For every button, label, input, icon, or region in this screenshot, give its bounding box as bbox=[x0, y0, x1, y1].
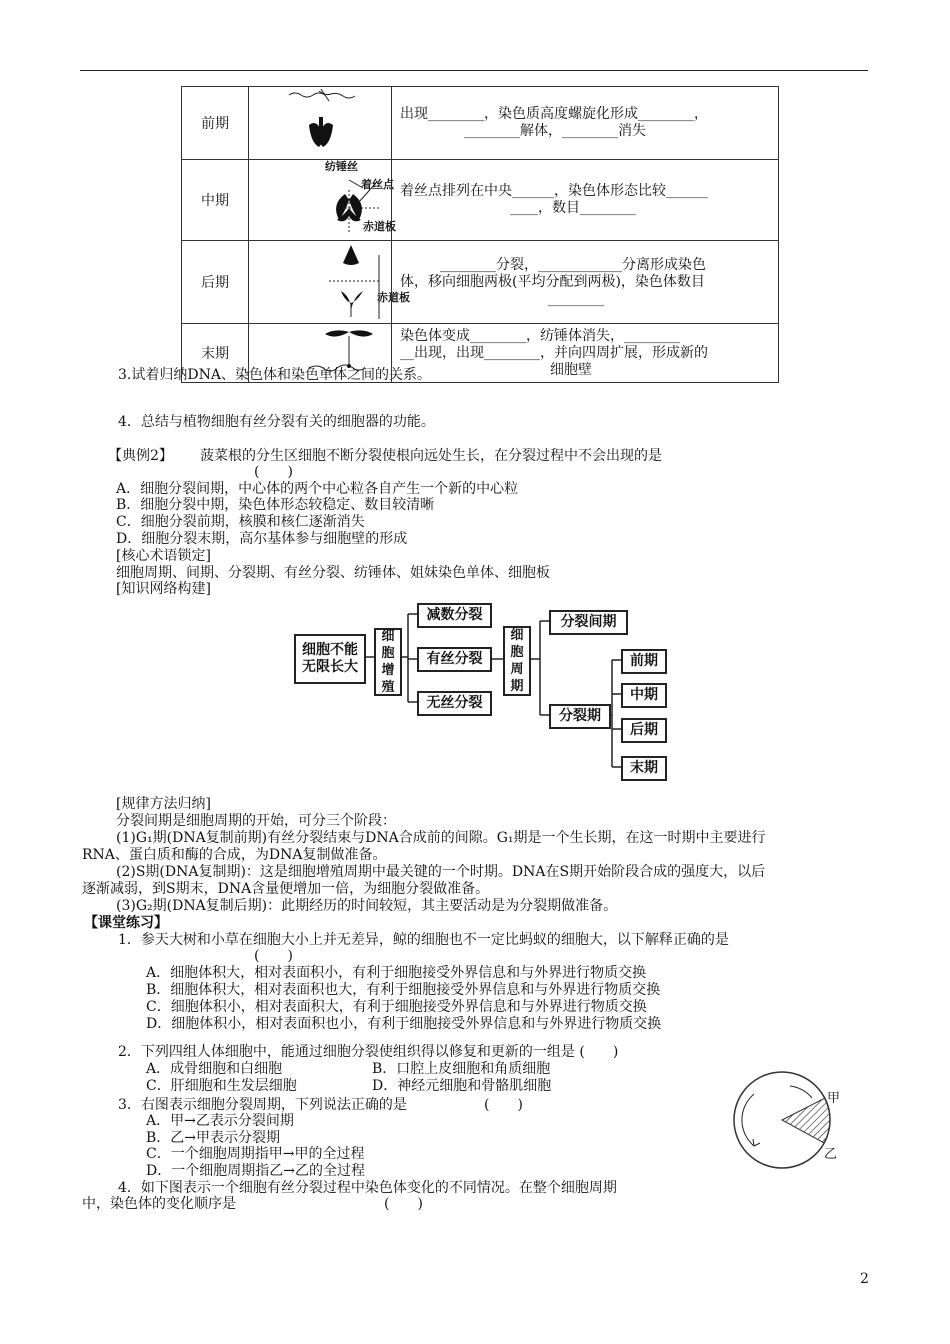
practice-q2-option: B．口腔上皮细胞和角质细胞 bbox=[372, 1061, 551, 1077]
node-stage: 前期 bbox=[621, 649, 667, 674]
practice-q2-option: A．成骨细胞和白细胞 bbox=[146, 1061, 283, 1077]
desc-line: ________分裂，____________分离形成染色 bbox=[440, 256, 706, 273]
fig-label-spindle: 纺锤丝 bbox=[325, 160, 358, 173]
practice-q1-option: B．细胞体积大，相对表面积也大，有利于细胞接受外界信息和与外界进行物质交换 bbox=[146, 982, 661, 998]
node-interphase: 分裂间期 bbox=[549, 610, 628, 635]
phase-name: 前期 bbox=[182, 87, 249, 160]
practice-q4-line1: 4．如下图表示一个细胞有丝分裂过程中染色体变化的不同情况。在整个细胞周期 bbox=[118, 1180, 617, 1196]
phase-name: 末期 bbox=[182, 324, 249, 383]
practice-q2-option: C．肝细胞和生发层细胞 bbox=[146, 1078, 297, 1094]
practice-q1-paren: ( ) bbox=[254, 948, 293, 964]
practice-q4-paren: ( ) bbox=[384, 1196, 423, 1212]
node-amitosis: 无丝分裂 bbox=[417, 691, 492, 716]
desc-line: 细胞壁 bbox=[550, 361, 592, 378]
example2-option: C．细胞分裂前期，核膜和核仁逐渐消失 bbox=[116, 514, 365, 530]
practice-q3-stem: 3．右图表示细胞分裂周期，下列说法正确的是 bbox=[118, 1097, 407, 1113]
practice-q4-line2: 中，染色体的变化顺序是 bbox=[82, 1196, 236, 1212]
practice-q1-option: A．细胞体积大，相对表面积小，有利于细胞接受外界信息和与外界进行物质交换 bbox=[146, 965, 647, 981]
example2-label: 【典例2】 bbox=[108, 448, 173, 464]
cycle-label-jia: 甲 bbox=[827, 1091, 841, 1106]
practice-q2-stem: 2．下列四组人体细胞中，能通过细胞分裂使组织得以修复和更新的一组是 ( ) bbox=[118, 1044, 619, 1060]
example2-option: B．细胞分裂中期，染色体形态较稳定、数目较清晰 bbox=[116, 497, 435, 513]
fig-label-centromere: 着丝点 bbox=[361, 178, 394, 191]
practice-q3-paren: ( ) bbox=[484, 1097, 523, 1113]
practice-q1-option: D．细胞体积小，相对表面积也小，有利于细胞接受外界信息和与外界进行物质交换 bbox=[146, 1016, 662, 1032]
cycle-label-yi: 乙 bbox=[824, 1147, 838, 1162]
desc-line: __出现，出现________，并向四周扩展，形成新的 bbox=[400, 344, 708, 361]
practice-q3-option: C．一个细胞周期指甲→甲的全过程 bbox=[146, 1146, 365, 1162]
rules-heading: [规律方法归纳] bbox=[116, 796, 211, 812]
node-cell-cycle: 细胞周期 bbox=[503, 626, 531, 696]
example2-option: A．细胞分裂间期，中心体的两个中心粒各自产生一个新的中心粒 bbox=[116, 481, 519, 497]
desc-line: ________解体，________消失 bbox=[464, 123, 646, 139]
practice-q1-option: C．细胞体积小，相对表面积大，有利于细胞接受外界信息和与外界进行物质交换 bbox=[146, 999, 647, 1015]
fig-label-equator: 赤道板 bbox=[363, 220, 396, 233]
example2-option: D．细胞分裂末期，高尔基体参与细胞壁的形成 bbox=[116, 531, 408, 547]
node-stage: 后期 bbox=[621, 718, 667, 743]
node-stage: 末期 bbox=[621, 756, 667, 781]
phase-name: 中期 bbox=[182, 160, 249, 241]
rules-g1: (1)G₁期(DNA复制前期)有丝分裂结束与DNA合成前的间隙。G₁期是一个生长期，在这一时期中主要进行 bbox=[116, 830, 766, 846]
rules-g1-cont: RNA、蛋白质和酶的合成，为DNA复制做准备。 bbox=[82, 847, 387, 863]
practice-q3-option: A．甲→乙表示分裂间期 bbox=[146, 1113, 294, 1129]
node-meiosis: 减数分裂 bbox=[417, 603, 492, 628]
node-mitosis: 有丝分裂 bbox=[417, 647, 492, 672]
desc-line: 出现________，染色质高度螺旋化形成________， bbox=[400, 106, 708, 122]
core-terms-text: 细胞周期、间期、分裂期、有丝分裂、纺锤体、姐妹染色单体、细胞板 bbox=[116, 565, 550, 581]
practice-q2-option: D．神经元细胞和骨骼肌细胞 bbox=[372, 1078, 552, 1094]
node-mitotic-phase: 分裂期 bbox=[549, 704, 611, 729]
desc-line: ____，数目________ bbox=[510, 200, 636, 216]
desc-line: 染色体变成________，纺锤体消失，________ bbox=[400, 327, 680, 344]
example2-paren: ( ) bbox=[254, 464, 293, 480]
rules-g2: (3)G₂期(DNA复制后期)：此期经历的时间较短，其主要活动是为分裂期做准备。 bbox=[116, 898, 618, 914]
question-3: 3.试着归纳DNA、染色体和染色单体之间的关系。 bbox=[118, 367, 431, 383]
practice-q3-option: B．乙→甲表示分裂期 bbox=[146, 1130, 281, 1146]
fig-label-equator: 赤道板 bbox=[377, 291, 410, 304]
practice-heading: 【课堂练习】 bbox=[84, 915, 168, 931]
rules-s: (2)S期(DNA复制期)：这是细胞增殖周期中最关键的一个时期。DNA在S期开始阶段合成的强度大，以后 bbox=[116, 864, 766, 880]
practice-q3-option: D．一个细胞周期指乙→乙的全过程 bbox=[146, 1163, 365, 1179]
node-proliferation: 细胞增殖 bbox=[374, 628, 402, 696]
page-number: 2 bbox=[860, 1271, 869, 1287]
desc-line: ________ bbox=[548, 290, 604, 307]
node-root: 细胞不能无限长大 bbox=[294, 634, 366, 684]
node-stage: 中期 bbox=[621, 683, 667, 708]
example2-stem: 菠菜根的分生区细胞不断分裂使根向远处生长，在分裂过程中不会出现的是 bbox=[200, 448, 662, 464]
desc-line: 体，移向细胞两极(平均分配到两极)，染色体数目 bbox=[400, 273, 705, 290]
practice-q1-stem: 1．参天大树和小草在细胞大小上并无差异，鲸的细胞也不一定比蚂蚁的细胞大，以下解释正确的是 bbox=[118, 932, 729, 948]
desc-line: 着丝点排列在中央______，染色体形态比较______ bbox=[400, 183, 708, 199]
core-terms-heading: [核心术语锁定] bbox=[116, 548, 211, 564]
rules-s-cont: 逐渐减弱，到S期末，DNA含量便增加一倍，为细胞分裂做准备。 bbox=[82, 881, 490, 897]
question-4: 4．总结与植物细胞有丝分裂有关的细胞器的功能。 bbox=[118, 414, 435, 430]
phase-name: 后期 bbox=[182, 241, 249, 324]
network-heading: [知识网络构建] bbox=[116, 581, 211, 597]
rules-intro: 分裂间期是细胞周期的开始，可分三个阶段： bbox=[116, 813, 396, 829]
